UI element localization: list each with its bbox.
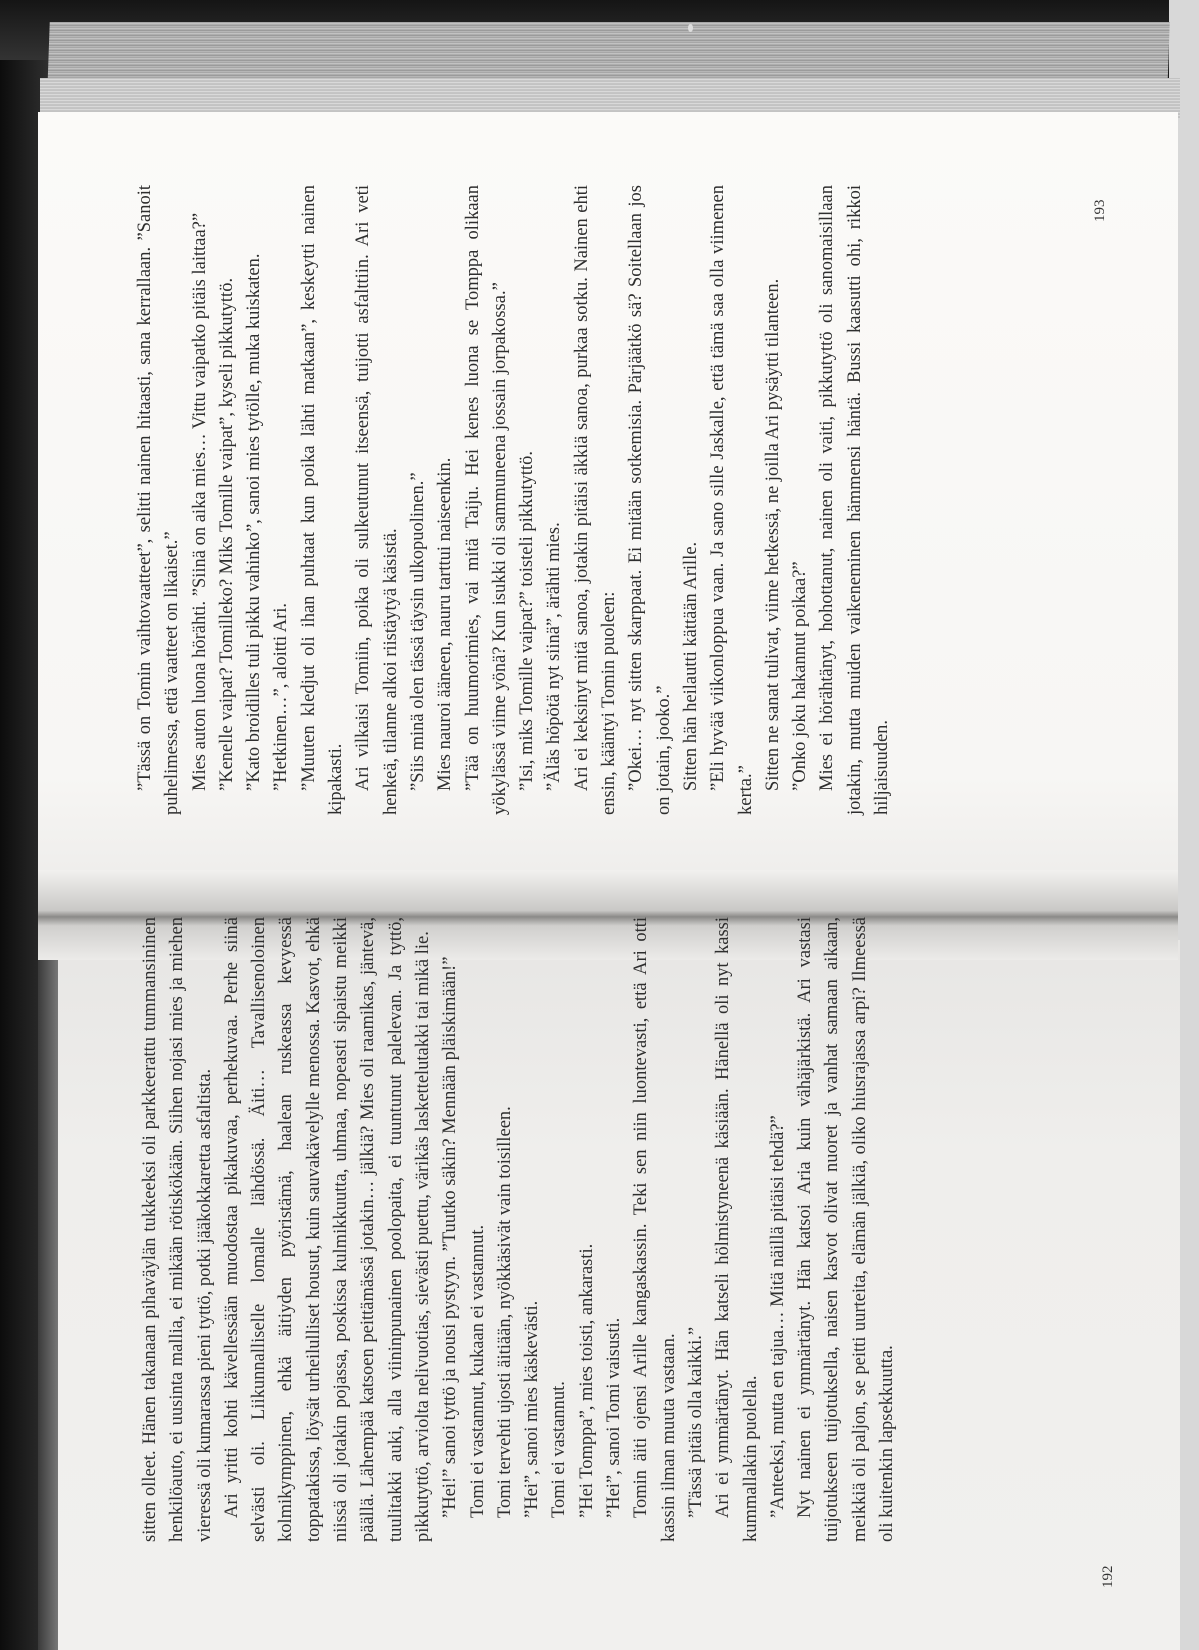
page-number-left: 192	[1100, 1565, 1116, 1588]
paragraph: ”Okei… nyt sitten skarppaat. Ei mitään sotkemisia. Pärjäätkö sä? Soitellaan jos on jotain, jooko.”	[626, 185, 674, 815]
paragraph: ”Tässä on Tomin vaihtovaatteet”, selitti nainen hitaasti, sana kerrallaan. ”Sanoit puhelimessa, että vaatteet on likaiset.”	[135, 185, 183, 815]
paragraph: Ari ei ymmärtänyt. Hän katseli hölmistyneenä käsiään. Hänellä oli nyt kassi kummallakin puolella.	[713, 917, 761, 1542]
left-page-text	[137, 917, 901, 1542]
paragraph: Tomi ei vastannut, kukaan ei vastannut.	[467, 1224, 488, 1518]
paragraph: Mies ei hörähtänyt, hohottanut, nainen oli vaiti, pikkutyttö oli sanomaisillaan jotakin, mutta muiden vaikeneminen hämmensi häntä. Bussi kaasutti ohi, rikkoi hiljaisuuden.	[817, 185, 893, 815]
paragraph: ”Hetkinen…”, aloitti Ari.	[271, 602, 292, 791]
paragraph: ”Muuten kledjut oli ihan puhtaat kun poika lähti matkaan”, keskeytti nainen kipakasti.	[298, 185, 347, 815]
paragraph: Nyt nainen ei ymmärtänyt. Hän katsoi Aria kuin vähäjärkistä. Ari vastasi tuijotukseen tuijotuksella, naisen kasvot olivat nuoret ja vanhat samaan aikaan, meikkiä oli paljon, se peitti uurteita, elämän jälkiä, oliko hiusrajassa arpi? Ilmeessä oli kuitenkin lapsekkuutta.	[795, 917, 898, 1542]
paragraph: Ari yritti kohti kävellessään muodostaa pikakuvaa, perhekuvaa. Perhe siinä selvästi oli. Liikunnalliselle lomalle lähdössä. Äiti… Tavallisenoloinen kolmikymppinen, ehkä äitiyden pyöristämä, haalean ruskeassa kevyessä toppatakissa, löysät urheilulliset housut, kuin sauvakävelylle menossa. Kasvot, ehkä niissä oli jotakin pojassa, poskissa kulmikkuutta, uhmaa, nopeasti sipaistu meikki päällä. Lähempää katsoen peittämässä jotakin… jälkiä? Mies oli raamikas, jäntevä, tuulitakki auki, alla viininpunainen poolopaita, ei tuuntunut palelevan. Ja tyttö, pikkutyttö, arviolta nelivuotias, sievästi puettu, värikäs laskettelutakki tai mikä lie.	[221, 917, 433, 1542]
paragraph: ”Kato broidilles tuli pikku vahinko”, sanoi mies tytölle, muka kuiskaten.	[244, 253, 265, 791]
paragraph: Tomi tervehti ujosti äitiään, nyökkäsivät vain toisilleen.	[494, 1106, 515, 1518]
dust-speck	[688, 24, 693, 32]
paragraph: ”Äläs höpötä nyt siinä”, ärähti mies.	[544, 522, 565, 791]
paragraph: ”Anteeksi, mutta en tajua… Mitä näillä pitäisi tehdä?”	[767, 1115, 788, 1518]
paragraph: Mies auton luona hörähti. ”Siinä on aika mies… Vittu vaipatko pitäis laittaa?”	[189, 212, 210, 791]
paragraph: Ari ei keksinyt mitä sanoa, jotakin pitäisi äkkiä sanoa, purkaa sotku. Nainen ehti ensin, kääntyi Tomin puoleen:	[571, 185, 620, 815]
paragraph: ”Isi, miks Tomille vaipat?” toisteli pikkutyttö.	[517, 450, 538, 791]
paragraph: Mies nauroi ääneen, nauru tarttui naiseenkin.	[435, 457, 456, 791]
paragraph: Ari vilkaisi Tomiin, poika oli sulkeutunut itseensä, tuijotti asfalttiin. Ari veti henkeä, tilanne alkoi riistäytyä käsistä.	[353, 185, 401, 815]
paragraph: ”Hei”, sanoi mies käskevästi.	[522, 1300, 543, 1518]
paragraph: ”Hei Tomppa”, mies toisti, ankarasti.	[576, 1243, 597, 1518]
paragraph: ”Tässä pitäis olla kaikki.”	[685, 1326, 706, 1518]
paragraph: ”Eli hyvää viikonloppua vaan. Ja sano sille Jaskalle, että tämä saa olla viimenen kerta.”	[708, 185, 756, 815]
paragraph: ”Hei”, sanoi Tomi vaisusti.	[604, 1317, 625, 1518]
left-page-edge-shadow	[38, 960, 58, 1650]
paragraph: ”Siis minä olen tässä täysin ulkopuolinen.”	[407, 472, 428, 791]
paragraph: Sitten hän heilautti kättään Arille.	[680, 541, 701, 791]
paragraph: sitten olleet. Hänen takanaan pihaväylän tukkeeksi oli parkkeerattu tummansininen henkilöauto, ei uusinta mallia, ei mikään rötiskökään. Siihen nojasi mies ja miehen vieressä oli kumarassa pieni tyttö, potki jääkokkaretta asfaltista.	[140, 917, 215, 1542]
paragraph: ”Onko joku hakannut poikaa?”	[790, 561, 811, 791]
paragraph: Tomin äiti ojensi Arille kangaskassin. Teki sen niin luontevasti, että Ari otti kassin ilman muuta vastaan.	[631, 917, 679, 1542]
paragraph: ”Kenelle vaipat? Tomilleko? Miks Tomille vaipat”, kyseli pikkutyttö.	[216, 277, 237, 791]
right-page-text	[132, 185, 896, 815]
page-number-right: 193	[1092, 199, 1108, 222]
paragraph: ”Hei!” sanoi tyttö ja nousi pystyyn. ”Tuutko säkin? Mennään pläiskimään!”	[440, 956, 461, 1518]
paragraph: Sitten ne sanat tulivat, viime hetkessä, ne joilla Ari pysäytti tilanteen.	[762, 278, 783, 791]
paragraph: Tomi ei vastannut.	[549, 1381, 570, 1518]
paragraph: ”Tää on huumorimies, vai mitä Taiju. Hei kenes luona se Tomppa olikaan yökylässä viime yönä? Kun isukki oli sammuneena jossain jorpakossa.”	[462, 185, 510, 815]
